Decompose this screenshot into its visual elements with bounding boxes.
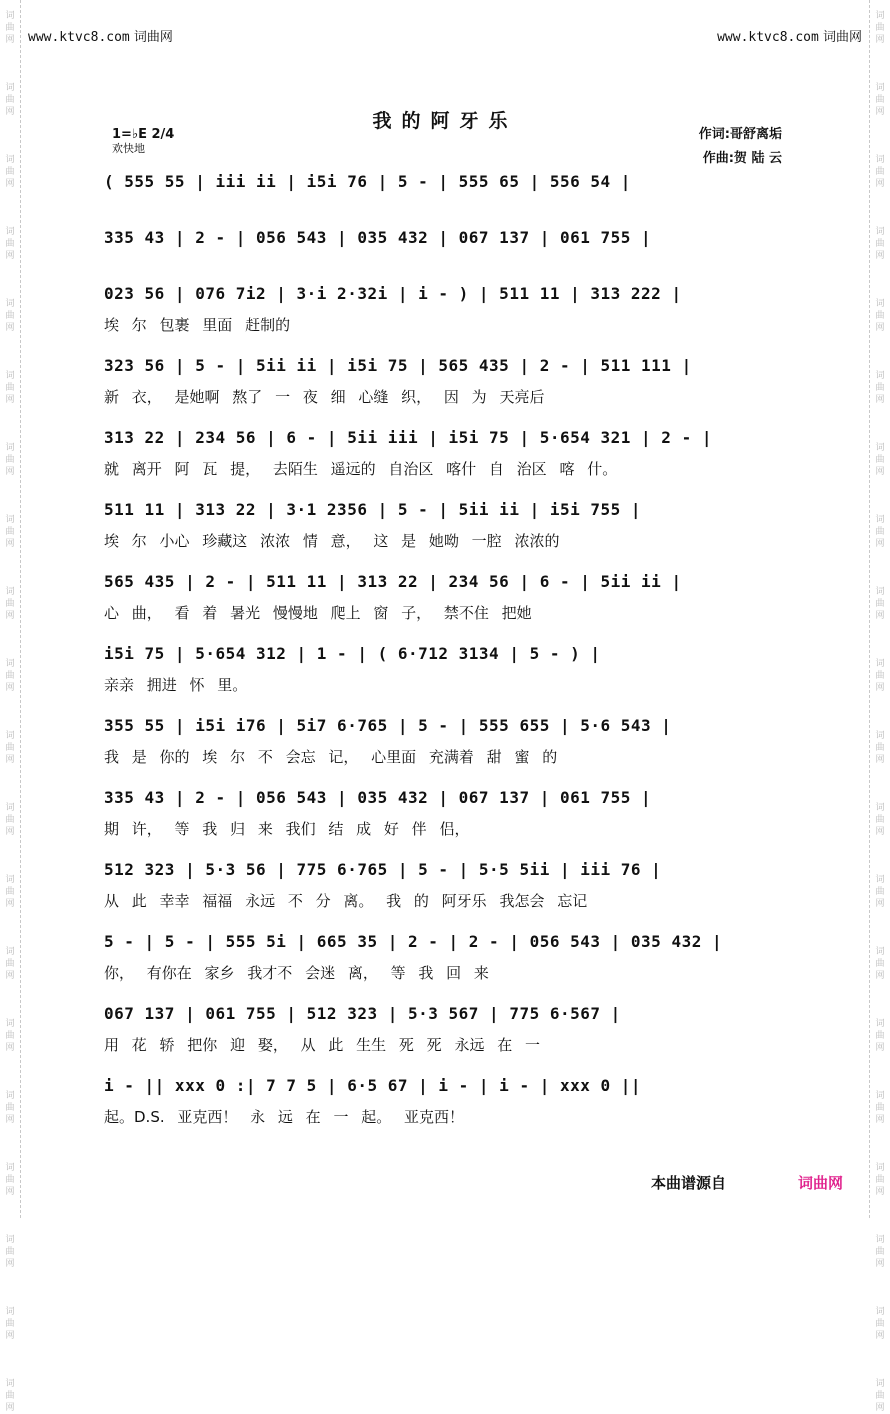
key-signature: 1=♭E 2/4 [112, 127, 175, 142]
score-line [104, 928, 784, 984]
notation-row: 512 323 | 5·3 56 | 775 6·765 | 5 - | 5·5 5ii | iii 76 | [104, 860, 662, 879]
notation-row: 565 435 | 2 - | 511 11 | 313 22 | 234 56 | 6 - | 5ii ii | [104, 572, 682, 591]
header-left-url[interactable]: www.ktvc8.com [28, 30, 130, 45]
notation-row: 355 55 | i5i i76 | 5i7 6·765 | 5 - | 555 655 | 5·6 543 | [104, 716, 672, 735]
lyrics-row: 你， 有你在 家乡 我才不 会迷 离， 等 我 回 来 [104, 964, 489, 982]
lyrics-row: 我 是 你的 埃 尔 不 会忘 记， 心里面 充满着 甜 蜜 的 [104, 748, 558, 766]
side-watermark-text: 词 曲 网 词 曲 网 词 曲 网 词 曲 网 词 曲 网 词 曲 网 词 曲 网 词 曲 网 词 曲 网 词 曲 网 词 曲 网 词 曲 网 词 曲 网 词 曲 网 词 曲 网 词 曲 网 词 曲 网 词 曲 网 词 曲 网 词 曲 网 [875, 11, 885, 1413]
lyrics-row: 心 曲， 看 着 暑光 慢慢地 爬上 窗 子， 禁不住 把她 [104, 604, 532, 622]
score-line [104, 424, 784, 480]
composer-credit: 作曲:贺 陆 云 [702, 151, 782, 166]
footer-source-label: 本曲谱源自 [651, 1174, 727, 1192]
score-line [104, 568, 784, 624]
score-line [104, 640, 784, 696]
lyrics-row: 埃 尔 小心 珍藏这 浓浓 情 意， 这 是 她呦 一腔 浓浓的 [104, 532, 560, 550]
notation-row: 023 56 | 076 7i2 | 3·i 2·32i | i - ) | 511 11 | 313 222 | [104, 284, 682, 303]
lyrics-row: 用 花 轿 把你 迎 娶， 从 此 生生 死 死 永远 在 一 [104, 1036, 540, 1054]
notation-row: 335 43 | 2 - | 056 543 | 035 432 | 067 137 | 061 755 | [104, 788, 652, 807]
score-line [104, 784, 784, 840]
notation-row: ( 555 55 | iii ii | i5i 76 | 5 - | 555 65 | 556 54 | [104, 172, 631, 191]
score-line [104, 168, 784, 224]
lyrics-row: 期 许， 等 我 归 来 我们 结 成 好 伴 侣， [104, 820, 470, 838]
lyrics-row: 从 此 幸幸 福福 永远 不 分 离。 我 的 阿牙乐 我怎会 忘记 [104, 892, 588, 910]
lyrics-row: 新 衣， 是她啊 熬了 一 夜 细 心缝 织， 因 为 天亮后 [104, 388, 545, 406]
right-margin-watermark [869, 0, 890, 1413]
footer-brand-link[interactable]: 词曲网 [798, 1174, 844, 1192]
notation-row: 067 137 | 061 755 | 512 323 | 5·3 567 | 775 6·567 | [104, 1004, 621, 1023]
side-watermark-text: 词 曲 网 词 曲 网 词 曲 网 词 曲 网 词 曲 网 词 曲 网 词 曲 网 词 曲 网 词 曲 网 词 曲 网 词 曲 网 词 曲 网 词 曲 网 词 曲 网 词 曲 网 词 曲 网 词 曲 网 词 曲 网 词 曲 网 词 曲 网 [5, 11, 15, 1413]
lyrics-row: 亲亲 拥进 怀 里。 [104, 676, 248, 694]
lyrics-row [104, 202, 784, 224]
notation-row: 313 22 | 234 56 | 6 - | 5ii iii | i5i 75 | 5·654 321 | 2 - | [104, 428, 712, 447]
lyrics-row [104, 258, 784, 280]
score-line [104, 1072, 784, 1128]
lyrics-row: 就 离开 阿 瓦 提， 去陌生 遥远的 自治区 喀什 自 治区 喀 什。 [104, 460, 618, 478]
lyrics-row: 起。D.S. 亚克西！ 永 远 在 一 起。 亚克西！ [104, 1108, 464, 1126]
score-line [104, 496, 784, 552]
score-title: 我的阿牙乐 [372, 110, 518, 132]
tempo-marking: 欢快地 [112, 142, 145, 155]
header-right-site[interactable]: 词曲网 [822, 30, 862, 45]
header-right-url[interactable]: www.ktvc8.com [717, 30, 819, 45]
lyrics-row: 埃 尔 包裹 里面 赶制的 [104, 316, 291, 334]
notation-row: 335 43 | 2 - | 056 543 | 035 432 | 067 137 | 061 755 | [104, 228, 652, 247]
notation-row: 323 56 | 5 - | 5ii ii | i5i 75 | 565 435 | 2 - | 511 111 | [104, 356, 692, 375]
header-left-site[interactable]: 词曲网 [133, 30, 173, 45]
notation-row: 5 - | 5 - | 555 5i | 665 35 | 2 - | 2 - | 056 543 | 035 432 | [104, 932, 723, 951]
notation-row: 511 11 | 313 22 | 3·1 2356 | 5 - | 5ii ii | i5i 755 | [104, 500, 642, 519]
header-right [717, 26, 862, 45]
score-line [104, 712, 784, 768]
header-left [28, 26, 173, 45]
score-line [104, 352, 784, 408]
lyricist-credit: 作词:哥舒离垢 [698, 127, 782, 142]
score-line [104, 224, 784, 280]
left-margin-watermark [0, 0, 21, 1413]
score-line [104, 1000, 784, 1056]
notation-row: i5i 75 | 5·654 312 | 1 - | ( 6·712 3134 | 5 - ) | [104, 644, 601, 663]
score-line [104, 856, 784, 912]
notation-row: i - || xxx 0 :| 7 7 5 | 6·5 67 | i - | i - | xxx 0 || [104, 1076, 642, 1095]
score-line [104, 280, 784, 336]
